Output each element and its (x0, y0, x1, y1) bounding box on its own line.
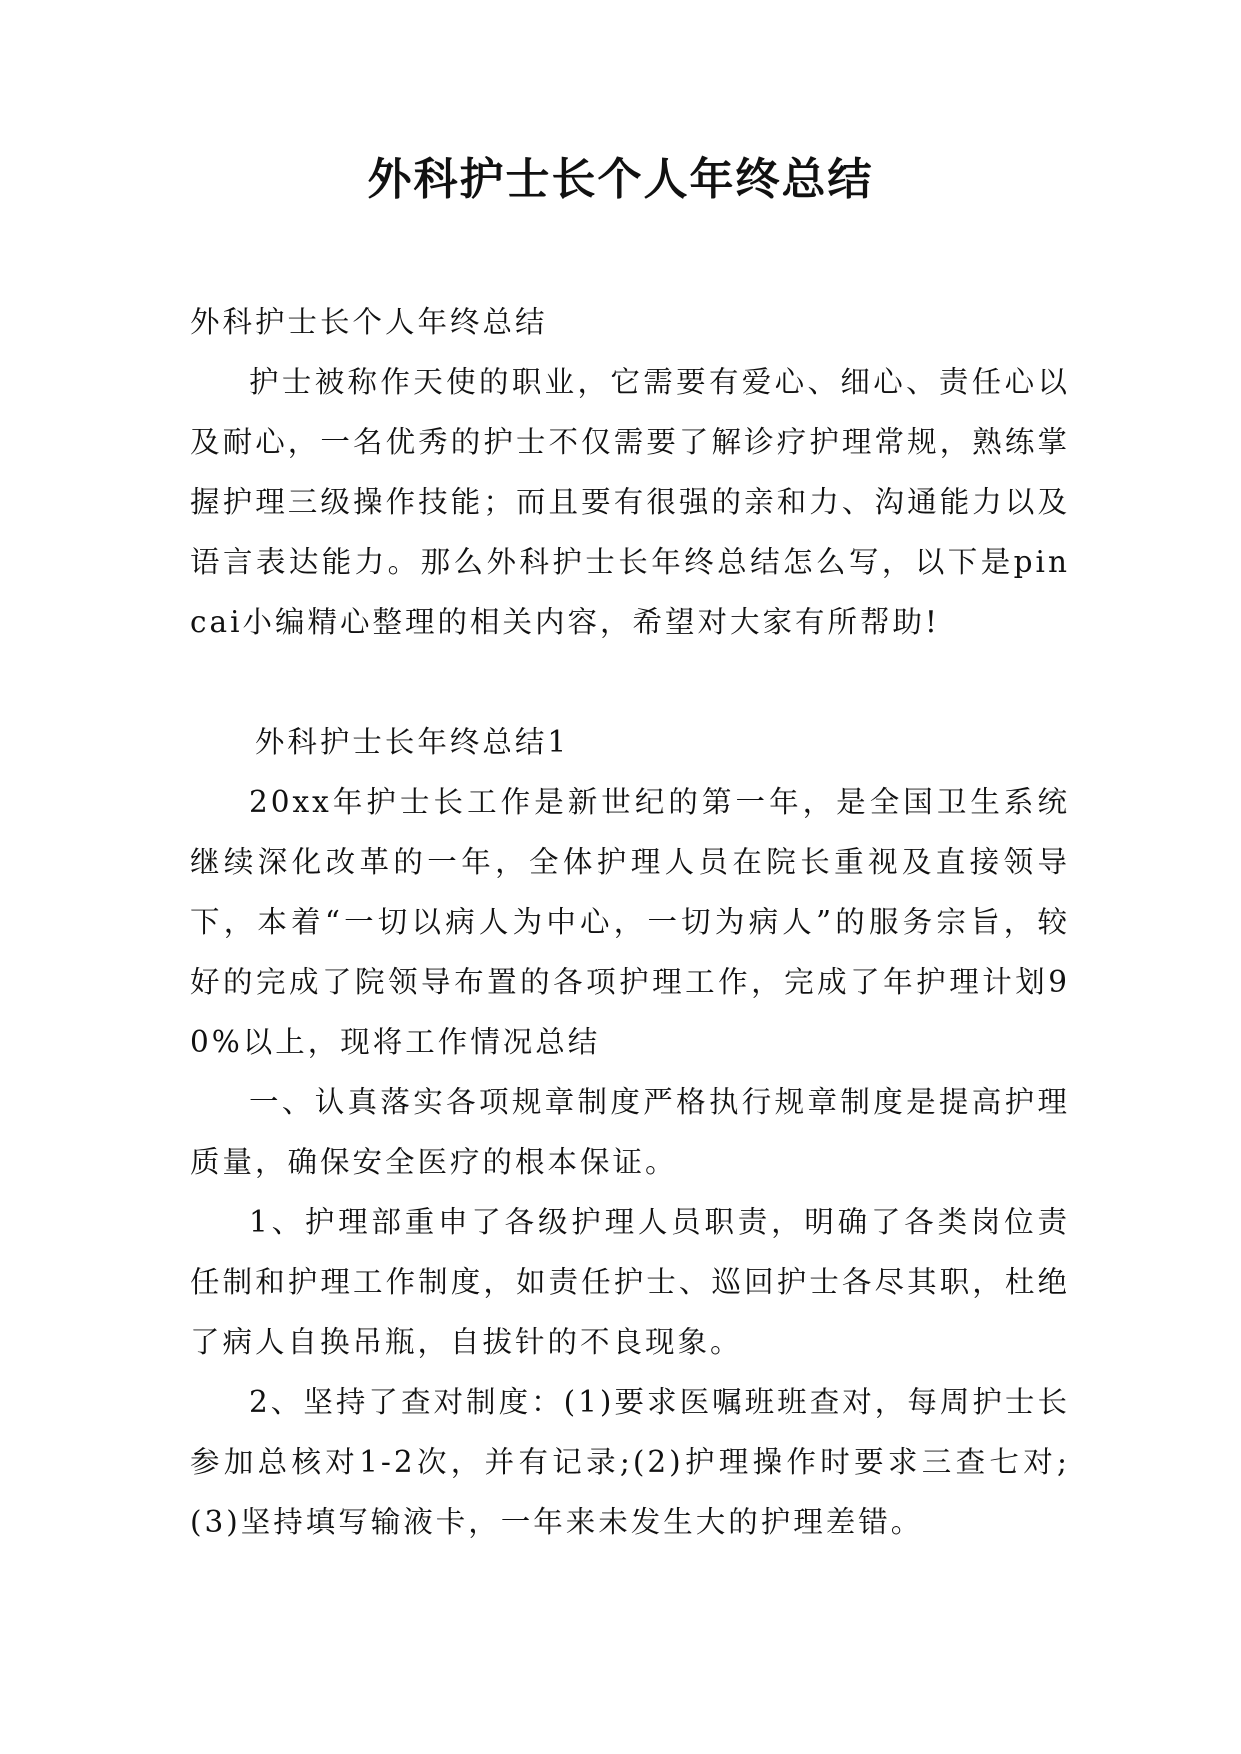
body-paragraph-2: 一、认真落实各项规章制度严格执行规章制度是提高护理质量，确保安全医疗的根本保证。 (190, 1085, 1070, 1179)
body-paragraph-4: 2、坚持了查对制度：(1)要求医嘱班班查对，每周护士长参加总核对1-2次，并有记录;(2)护理操作时要求三查七对;(3)坚持填写输液卡，一年来未发生大的护理差错。 (190, 1385, 1070, 1539)
section-spacer (190, 652, 1070, 712)
intro-heading: 外科护士长个人年终总结 (190, 305, 548, 339)
intro-paragraph: 护士被称作天使的职业，它需要有爱心、细心、责任心以及耐心，一名优秀的护士不仅需要了解诊疗护理常规，熟练掌握护理三级操作技能；而且要有很强的亲和力、沟通能力以及语言表达能力。那么外科护士长年终总结怎么写，以下是pincai小编精心整理的相关内容，希望对大家有所帮助! (190, 365, 1070, 639)
document-title: 外科护士长个人年终总结 (367, 154, 874, 205)
document-body (190, 292, 1070, 1552)
section-heading: 外科护士长年终总结1 (254, 725, 570, 759)
body-paragraph-3: 1、护理部重申了各级护理人员职责，明确了各类岗位责任制和护理工作制度，如责任护士、巡回护士各尽其职，杜绝了病人自换吊瓶，自拔针的不良现象。 (190, 1205, 1070, 1359)
body-paragraph-1: 20xx年护士长工作是新世纪的第一年，是全国卫生系统继续深化改革的一年，全体护理人员在院长重视及直接领导下，本着“一切以病人为中心，一切为病人”的服务宗旨，较好的完成了院领导布置的各项护理工作，完成了年护理计划90%以上，现将工作情况总结 (190, 785, 1070, 1059)
